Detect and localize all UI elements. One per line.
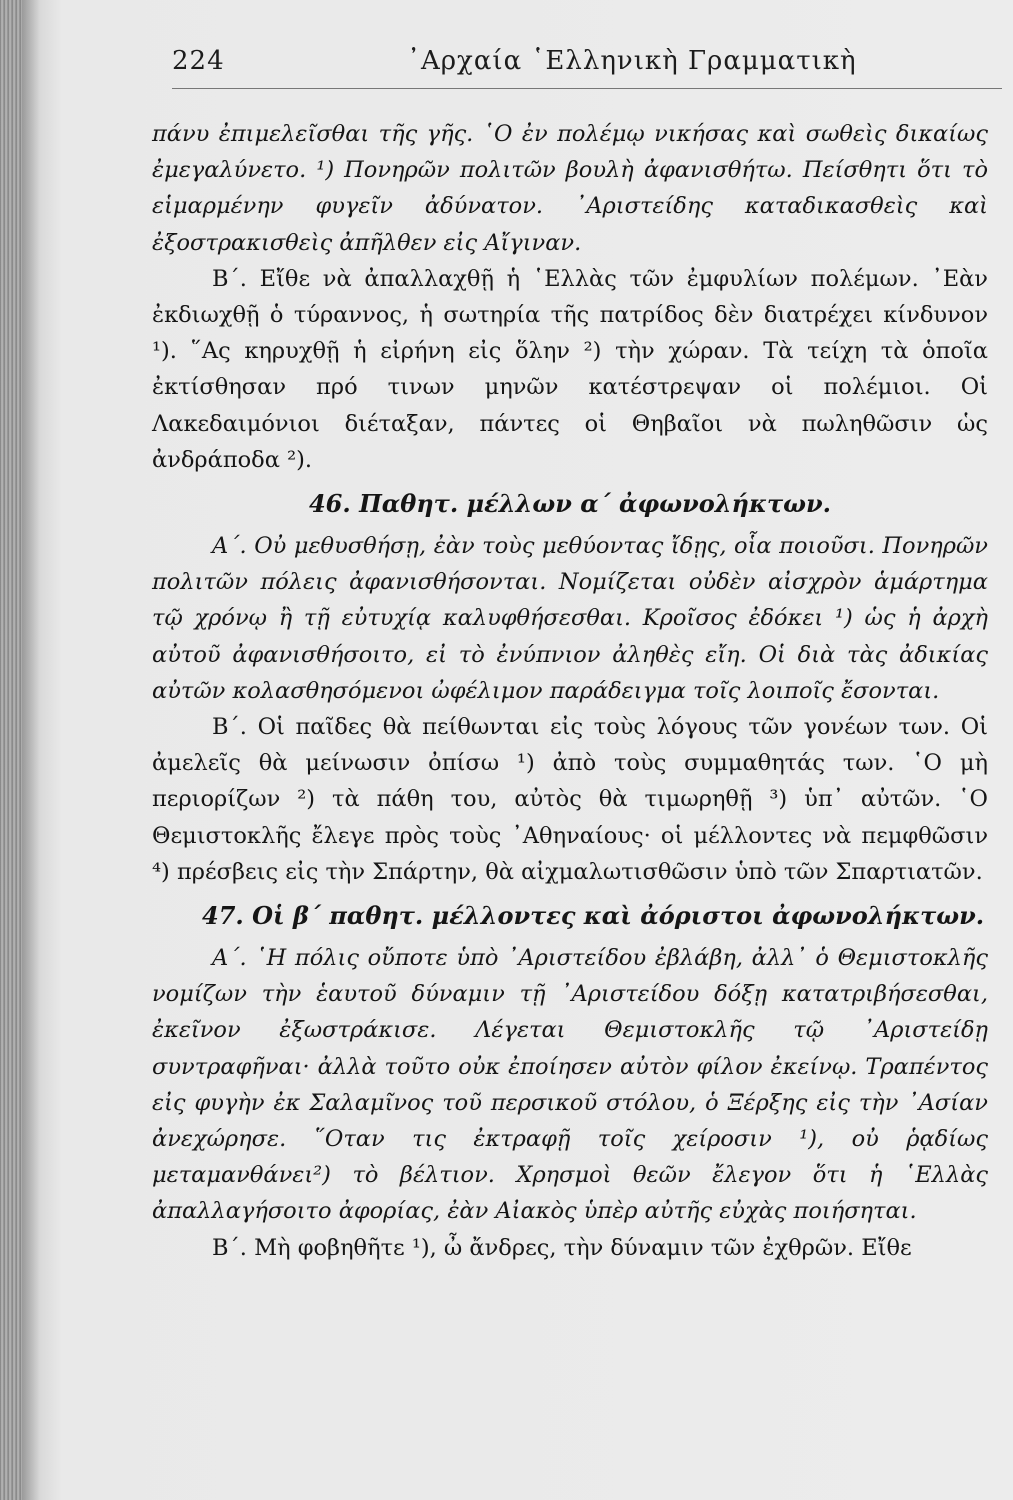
page-body (152, 116, 988, 1266)
section-heading-46: 46. Παθητ. μέλλων α΄ ἀφωνολήκτων. (308, 489, 832, 519)
paragraph-b1: Β΄. Εἴθε νὰ ἀπαλλαχθῇ ἡ ῾Ελλὰς τῶν ἐμφυλίων πολέμων. ᾿Εὰν ἐκδιωχθῇ ὁ τύραννος, ἡ σωτηρία τῆς πατρίδος δὲν διατρέχει κίνδυνον ¹). ῞Ας κηρυχθῇ ἡ εἰρήνη εἰς ὅλην ²) τὴν χώραν. Τὰ τείχη τὰ ὁποῖα ἐκτίσθησαν πρό τινων μηνῶν κατέστρεψαν οἱ πολέμιοι. Οἱ Λακεδαιμόνιοι διέταξαν, πάντες οἱ Θηβαῖοι νὰ πωληθῶσιν ὡς ἀνδράποδα ²). (152, 265, 988, 473)
paragraph-b46: Β΄. Οἱ παῖδες θὰ πείθωνται εἰς τοὺς λόγους τῶν γονέων των. Οἱ ἀμελεῖς θὰ μείνωσιν ὀπίσω ¹) ἀπὸ τοὺς συμμαθητάς των. ῾Ο μὴ περιορίζων ²) τὰ πάθη του, αὐτὸς θὰ τιμωρηθῇ ³) ὑπ᾿ αὐτῶν. ῾Ο Θεμιστοκλῆς ἔλεγε πρὸς τοὺς ᾿Αθηναίους· οἱ μέλλοντες νὰ πεμφθῶσιν ⁴) πρέσβεις εἰς τὴν Σπάρτην, θὰ αἰχμαλωτισθῶσιν ὑπὸ τῶν Σπαρτιατῶν. (152, 714, 988, 885)
page-number: 224 (172, 46, 225, 76)
section-heading-47: 47. Οἱ β΄ παθητ. μέλλοντες καὶ ἀόριστοι ἀφωνολήκτων. (202, 901, 985, 931)
paragraph-a47: Α΄. ῾Η πόλις οὔποτε ὑπὸ ᾿Αριστείδου ἐβλάβη, ἀλλ᾿ ὁ Θεμιστοκλῆς νομίζων τὴν ἑαυτοῦ δύναμιν τῇ ᾿Αριστείδου δόξῃ κατατριβήσεσθαι, ἐκεῖνον ἐξωστράκισε. Λέγεται Θεμιστοκλῆς τῷ ᾿Αριστείδῃ συντραφῆναι· ἀλλὰ τοῦτο οὐκ ἐποίησεν αὐτὸν φίλον ἐκείνῳ. Τραπέντος εἰς φυγὴν ἐκ Σαλαμῖνος τοῦ περσικοῦ στόλου, ὁ Ξέρξης εἰς τὴν ᾿Ασίαν ἀνεχώρησε. ῞Οταν τις ἐκτραφῇ τοῖς χείροσιν ¹), οὐ ῥᾳδίως μεταμανθάνει²) τὸ βέλτιον. Χρησμοὶ θεῶν ἔλεγον ὅτι ἡ ῾Ελλὰς ἀπαλλαγήσοιτο ἀφορίας, ἐὰν Αἰακὸς ὑπὲρ αὐτῆς εὐχὰς ποιήσηται. (152, 945, 988, 1225)
page-header (172, 38, 1002, 89)
paragraph-b47: Β΄. Μὴ φοβηθῆτε ¹), ὦ ἄνδρες, τὴν δύναμιν τῶν ἐχθρῶν. Εἴθε (212, 1234, 912, 1261)
page-edge (0, 0, 22, 1500)
paragraph-a46: Α΄. Οὐ μεθυσθήσῃ, ἐὰν τοὺς μεθύοντας ἴδῃς, οἷα ποιοῦσι. Πονηρῶν πολιτῶν πόλεις ἀφανισθήσονται. Νομίζεται οὐδὲν αἰσχρὸν ἁμάρτημα τῷ χρόνῳ ἢ τῇ εὐτυχίᾳ καλυφθήσεσθαι. Κροῖσος ἐδόκει ¹) ὡς ἡ ἀρχὴ αὐτοῦ ἀφανισθήσοιτο, εἰ τὸ ἐνύπνιον ἀληθὲς εἴη. Οἱ διὰ τὰς ἀδικίας αὐτῶν κολασθησόμενοι ὠφέλιμον παράδειγμα τοῖς λοιποῖς ἔσονται. (152, 533, 988, 704)
paragraph-continuation: πάνυ ἐπιμελεῖσθαι τῆς γῆς. ῾Ο ἐν πολέμῳ νικήσας καὶ σωθεὶς δικαίως ἐμεγαλύνετο. ¹) Πονηρῶν πολιτῶν βουλὴ ἀφανισθήτω. Πείσθητι ὅτι τὸ εἱμαρμένην φυγεῖν ἀδύνατον. ᾿Αριστείδης καταδικασθεὶς καὶ ἐξοστρακισθεὶς ἀπῆλθεν εἰς Αἴγιναν. (152, 121, 988, 256)
running-title: ᾿Αρχαία ῾Ελληνικὴ Γραμματικὴ (407, 46, 857, 76)
